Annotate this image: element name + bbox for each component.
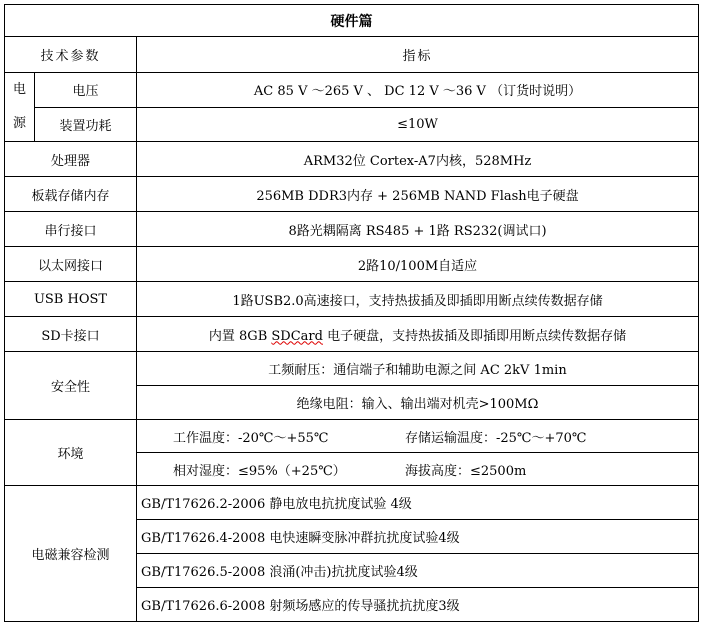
table-row [5, 212, 699, 247]
storage-temp: 存储运输温度：-25℃～+70℃ [405, 430, 587, 446]
table-row [5, 282, 699, 317]
row-value: 8路光耦隔离 RS485 + 1路 RS232(调试口) [137, 212, 699, 247]
row-value: 1路USB2.0高速接口，支持热拔插及即插即用断点续传数据存储 [137, 282, 699, 317]
header-spec: 指标 [137, 37, 699, 73]
emc-line: GB/T17626.4-2008 电快速瞬变脉冲群抗扰度试验4级 [137, 520, 699, 554]
table-row [5, 247, 699, 282]
sd-value-mark: SDCard [271, 328, 323, 344]
row-value: ARM32位 Cortex-A7内核，528MHz [137, 142, 699, 177]
power-voltage-row [5, 73, 699, 108]
environment-temps [137, 420, 699, 453]
environment-row-1 [5, 420, 699, 453]
sd-value-pre: 内置 8GB [208, 328, 272, 344]
sd-value [137, 317, 699, 352]
emc-row-1 [5, 486, 699, 520]
table-row [5, 177, 699, 212]
emc-line: GB/T17626.5-2008 浪涌(冲击)抗扰度试验4级 [137, 554, 699, 588]
row-label: USB HOST [5, 282, 137, 317]
safety-row-1 [5, 352, 699, 386]
table-title: 硬件篇 [5, 5, 699, 37]
sd-label: SD卡接口 [5, 317, 137, 352]
header-param: 技术参数 [5, 37, 137, 73]
row-value: 2路10/100M自适应 [137, 247, 699, 282]
voltage-value: AC 85 V ～265 V 、 DC 12 V ～36 V （订货时说明） [137, 73, 699, 108]
sd-value-post: 电子硬盘，支持热拔插及即插即用断点续传数据存储 [322, 328, 627, 344]
row-label: 处理器 [5, 142, 137, 177]
row-label: 串行接口 [5, 212, 137, 247]
power-group-label [5, 73, 35, 142]
row-value: 256MB DDR3内存 + 256MB NAND Flash电子硬盘 [137, 177, 699, 212]
consumption-value: ≤10W [137, 107, 699, 142]
voltage-label: 电压 [35, 73, 137, 108]
row-label: 板载存储内存 [5, 177, 137, 212]
environment-label: 环境 [5, 420, 137, 486]
title-row [5, 5, 699, 37]
environment-misc [137, 453, 699, 486]
header-row [5, 37, 699, 73]
safety-label: 安全性 [5, 352, 137, 420]
power-group-char-1: 电 [12, 82, 26, 97]
work-temp: 工作温度：-20℃～+55℃ [173, 430, 329, 446]
emc-label: 电磁兼容检测 [5, 486, 137, 622]
power-consumption-row [5, 107, 699, 142]
humidity: 相对湿度：≤95%（+25℃） [173, 463, 346, 479]
emc-line: GB/T17626.6-2008 射频场感应的传导骚扰抗扰度3级 [137, 588, 699, 622]
safety-insulation: 绝缘电阻：输入、输出端对机壳>100MΩ [137, 386, 699, 420]
safety-withstand: 工频耐压：通信端子和辅助电源之间 AC 2kV 1min [137, 352, 699, 386]
row-label: 以太网接口 [5, 247, 137, 282]
emc-line: GB/T17626.2-2006 静电放电抗扰度试验 4级 [137, 486, 699, 520]
power-group-char-2: 源 [12, 116, 26, 131]
table-row [5, 142, 699, 177]
sd-row [5, 317, 699, 352]
hardware-spec-table [4, 4, 699, 622]
altitude: 海拔高度：≤2500m [405, 463, 527, 479]
consumption-label: 装置功耗 [35, 107, 137, 142]
